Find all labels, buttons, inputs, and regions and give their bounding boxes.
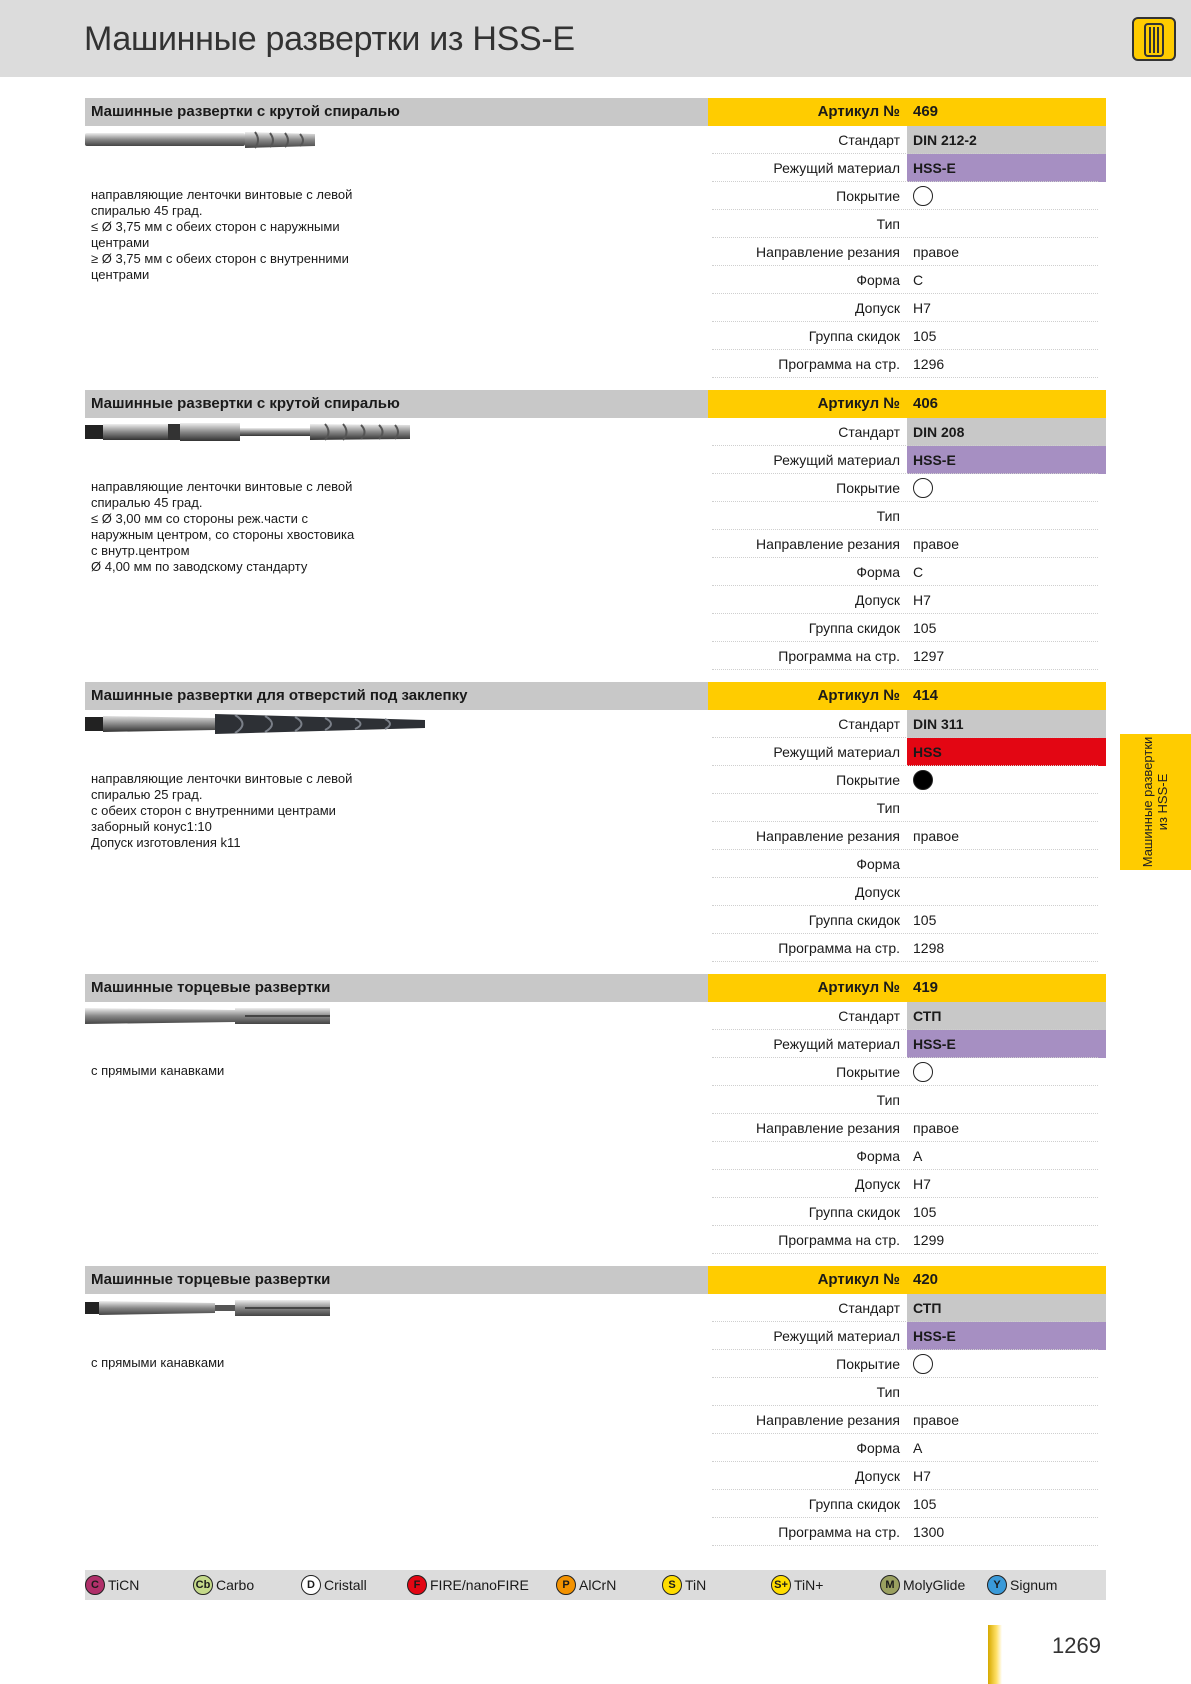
spec-value-type (907, 502, 1106, 530)
spec-label: Группа скидок (808, 620, 900, 636)
spec-value-coating (907, 766, 1106, 794)
description-line: направляющие ленточки винтовые с левой (91, 771, 353, 786)
article-number[interactable]: 469 (913, 103, 939, 120)
spec-row-form (708, 850, 1106, 878)
spec-row-direction (708, 822, 1106, 850)
spec-value-type (907, 1378, 1106, 1406)
legend-item (880, 1574, 965, 1596)
product-section (85, 390, 1106, 682)
section-title: Машинные торцевые развертки (85, 1266, 708, 1294)
spec-value-tolerance: H7 (913, 1468, 931, 1484)
product-description (91, 479, 391, 575)
description-line: ≤ Ø 3,75 мм с обеих сторон с наружными (91, 219, 340, 234)
spec-label: Форма (856, 564, 900, 580)
legend-label: TiN+ (794, 1577, 824, 1593)
spec-value-program: 1298 (913, 940, 945, 956)
spec-row-standard (708, 1002, 1106, 1030)
section-title: Машинные торцевые развертки (85, 974, 708, 1002)
legend-label: TiCN (108, 1577, 140, 1593)
spec-row-coating (708, 474, 1106, 502)
legend-item (85, 1574, 139, 1596)
article-header (708, 682, 1106, 710)
spec-value-material: HSS (907, 738, 1106, 766)
spec-label: Допуск (855, 884, 900, 900)
legend-label: Cristall (324, 1577, 367, 1593)
spec-value-form (907, 850, 1106, 878)
spec-value-material: HSS-E (907, 446, 1106, 474)
spec-label: Группа скидок (808, 1496, 900, 1512)
description-line: центрами (91, 235, 150, 250)
spec-value-direction: правое (913, 244, 960, 260)
spec-value-type (907, 794, 1106, 822)
coating-legend (85, 1570, 1106, 1600)
spec-value-tolerance: H7 (913, 1176, 931, 1192)
spec-value-form: A (913, 1440, 923, 1456)
spec-row-direction (708, 530, 1106, 558)
article-label: Артикул № (817, 1271, 900, 1288)
product-section (85, 682, 1106, 974)
spec-label: Покрытие (836, 772, 900, 788)
spec-label: Тип (876, 1092, 900, 1108)
spec-value-standard: DIN 311 (907, 710, 1106, 738)
legend-item (301, 1574, 367, 1596)
spec-value-material: HSS-E (907, 1030, 1106, 1058)
spec-value-material: HSS-E (907, 1322, 1106, 1350)
spec-row-discount (708, 614, 1106, 642)
spec-label: Стандарт (838, 132, 900, 148)
spec-value-discount: 105 (913, 1496, 937, 1512)
article-header (708, 974, 1106, 1002)
description-line: направляющие ленточки винтовые с левой (91, 479, 353, 494)
spec-label: Форма (856, 856, 900, 872)
product-section (85, 974, 1106, 1266)
description-line: спиралью 45 град. (91, 203, 203, 218)
article-label: Артикул № (817, 979, 900, 996)
legend-item (407, 1574, 529, 1596)
legend-label: Carbo (216, 1577, 255, 1593)
page-header (0, 0, 1191, 77)
spec-label: Допуск (855, 592, 900, 608)
spec-row-type (708, 502, 1106, 530)
spec-value-tolerance (907, 878, 1106, 906)
coating-circle-icon (913, 1062, 933, 1082)
spec-row-program (708, 1226, 1106, 1254)
spec-row-form (708, 266, 1106, 294)
tool-image (85, 1296, 330, 1325)
legend-label: TiN (685, 1577, 707, 1593)
spec-label: Направление резания (756, 828, 900, 844)
spec-value-coating (907, 1058, 1106, 1086)
spec-label: Покрытие (836, 1356, 900, 1372)
spec-row-material (708, 446, 1106, 474)
spec-label: Стандарт (838, 716, 900, 732)
spec-value-standard: DIN 208 (907, 418, 1106, 446)
coating-circle-icon (913, 770, 933, 790)
spec-row-program (708, 350, 1106, 378)
coating-badge-icon: Y (987, 1575, 1007, 1595)
spec-row-type (708, 794, 1106, 822)
spec-label: Форма (856, 1148, 900, 1164)
coating-badge-icon: C (85, 1575, 105, 1595)
spec-value-form: C (913, 564, 924, 580)
spec-row-discount (708, 1198, 1106, 1226)
spec-row-tolerance (708, 586, 1106, 614)
legend-label: FIRE/nanoFIRE (430, 1577, 529, 1593)
coating-circle-icon (913, 186, 933, 206)
description-line: ≥ Ø 3,75 мм с обеих сторон с внутренними (91, 251, 349, 266)
coating-circle-icon (913, 478, 933, 498)
spec-value-standard: СТП (907, 1002, 1106, 1030)
description-line: наружным центром, со стороны хвостовика (91, 527, 355, 542)
spec-label: Программа на стр. (778, 1232, 900, 1248)
spec-label: Стандарт (838, 1008, 900, 1024)
spec-label: Группа скидок (808, 328, 900, 344)
spec-row-program (708, 934, 1106, 962)
spec-value-direction: правое (913, 536, 960, 552)
spec-value-program: 1300 (913, 1524, 945, 1540)
description-line: с обеих сторон с внутренними центрами (91, 803, 336, 818)
spec-label: Режущий материал (773, 1036, 900, 1052)
spec-row-direction (708, 238, 1106, 266)
section-title: Машинные развертки с крутой спиралью (85, 390, 708, 418)
spec-label: Тип (876, 216, 900, 232)
spec-row-type (708, 1378, 1106, 1406)
coating-badge-icon: P (556, 1575, 576, 1595)
spec-row-direction (708, 1406, 1106, 1434)
article-label: Артикул № (817, 395, 900, 412)
spec-row-material (708, 154, 1106, 182)
spec-value-coating (907, 474, 1106, 502)
spec-row-tolerance (708, 294, 1106, 322)
spec-label: Допуск (855, 300, 900, 316)
spec-value-program: 1297 (913, 648, 945, 664)
legend-label: Signum (1010, 1577, 1058, 1593)
description-line: с прямыми канавками (91, 1063, 225, 1078)
spec-label: Тип (876, 800, 900, 816)
coating-badge-icon: M (880, 1575, 900, 1595)
spec-row-tolerance (708, 1462, 1106, 1490)
spec-value-program: 1296 (913, 356, 945, 372)
side-tab[interactable] (1120, 734, 1191, 870)
spec-value-material: HSS-E (907, 154, 1106, 182)
spec-row-type (708, 210, 1106, 238)
spec-row-form (708, 1142, 1106, 1170)
product-description (91, 187, 391, 283)
spec-row-discount (708, 322, 1106, 350)
description-line: ≤ Ø 3,00 мм со стороны реж.части с (91, 511, 308, 526)
page-title: Машинные развертки из HSS-E (84, 20, 575, 58)
spec-row-tolerance (708, 1170, 1106, 1198)
legend-item (193, 1574, 254, 1596)
spec-value-type (907, 1086, 1106, 1114)
spec-label: Покрытие (836, 480, 900, 496)
description-line: направляющие ленточки винтовые с левой (91, 187, 353, 202)
description-line: центрами (91, 267, 150, 282)
spec-value-coating (907, 1350, 1106, 1378)
spec-label: Направление резания (756, 1120, 900, 1136)
tool-image (85, 712, 425, 741)
coating-badge-icon: F (407, 1575, 427, 1595)
spec-row-form (708, 558, 1106, 586)
product-description (91, 1063, 391, 1079)
coating-badge-icon: S+ (771, 1575, 791, 1595)
article-label: Артикул № (817, 687, 900, 704)
spec-label: Направление резания (756, 536, 900, 552)
coating-circle-icon (913, 1354, 933, 1374)
spec-label: Группа скидок (808, 1204, 900, 1220)
article-number[interactable]: 414 (913, 687, 939, 704)
side-tab-label: Машинные развертки из HSS-E (1140, 736, 1170, 868)
spec-value-tolerance: H7 (913, 592, 931, 608)
article-header (708, 390, 1106, 418)
page-number: 1269 (1052, 1633, 1101, 1658)
spec-label: Форма (856, 1440, 900, 1456)
spec-value-type (907, 210, 1106, 238)
tool-image (85, 128, 315, 157)
spec-label: Направление резания (756, 1412, 900, 1428)
spec-row-type (708, 1086, 1106, 1114)
article-number[interactable]: 419 (913, 979, 939, 996)
article-label: Артикул № (817, 103, 900, 120)
spec-value-discount: 105 (913, 620, 937, 636)
spec-value-standard: СТП (907, 1294, 1106, 1322)
spec-row-tolerance (708, 878, 1106, 906)
spec-value-direction: правое (913, 1412, 960, 1428)
spec-value-discount: 105 (913, 1204, 937, 1220)
spec-label: Покрытие (836, 1064, 900, 1080)
tool-image (85, 420, 410, 449)
coating-badge-icon: S (662, 1575, 682, 1595)
spec-row-standard (708, 126, 1106, 154)
tool-image (85, 1004, 330, 1033)
spec-label: Программа на стр. (778, 356, 900, 372)
product-section (85, 98, 1106, 390)
spec-row-standard (708, 710, 1106, 738)
spec-value-discount: 105 (913, 328, 937, 344)
spec-row-material (708, 1030, 1106, 1058)
legend-label: MolyGlide (903, 1577, 966, 1593)
spec-label: Стандарт (838, 424, 900, 440)
spec-label: Тип (876, 1384, 900, 1400)
spec-row-coating (708, 182, 1106, 210)
spec-value-coating (907, 182, 1106, 210)
article-number[interactable]: 420 (913, 1271, 939, 1288)
spec-row-material (708, 1322, 1106, 1350)
spec-row-coating (708, 1350, 1106, 1378)
spec-value-tolerance: H7 (913, 300, 931, 316)
drill-logo-icon (1141, 23, 1167, 57)
spec-row-coating (708, 766, 1106, 794)
spec-row-discount (708, 1490, 1106, 1518)
spec-label: Режущий материал (773, 1328, 900, 1344)
product-description (91, 1355, 391, 1371)
description-line: с прямыми канавками (91, 1355, 225, 1370)
spec-label: Программа на стр. (778, 940, 900, 956)
spec-row-program (708, 1518, 1106, 1546)
coating-badge-icon: D (301, 1575, 321, 1595)
spec-row-material (708, 738, 1106, 766)
spec-value-standard: DIN 212-2 (907, 126, 1106, 154)
spec-value-program: 1299 (913, 1232, 945, 1248)
spec-value-discount: 105 (913, 912, 937, 928)
product-description (91, 771, 391, 851)
spec-label: Режущий материал (773, 160, 900, 176)
description-line: заборный конус1:10 (91, 819, 212, 834)
spec-row-program (708, 642, 1106, 670)
spec-value-direction: правое (913, 828, 960, 844)
spec-label: Режущий материал (773, 452, 900, 468)
legend-label: AlCrN (579, 1577, 617, 1593)
article-header (708, 98, 1106, 126)
section-title: Машинные развертки с крутой спиралью (85, 98, 708, 126)
spec-label: Программа на стр. (778, 1524, 900, 1540)
spec-label: Группа скидок (808, 912, 900, 928)
legend-item (771, 1574, 823, 1596)
spec-label: Режущий материал (773, 744, 900, 760)
spec-row-coating (708, 1058, 1106, 1086)
description-line: Допуск изготовления k11 (91, 835, 241, 850)
description-line: Ø 4,00 мм по заводскому стандарту (91, 559, 308, 574)
article-number[interactable]: 406 (913, 395, 939, 412)
spec-label: Допуск (855, 1176, 900, 1192)
legend-item (987, 1574, 1057, 1596)
spec-row-form (708, 1434, 1106, 1462)
spec-row-direction (708, 1114, 1106, 1142)
spec-label: Допуск (855, 1468, 900, 1484)
legend-item (662, 1574, 706, 1596)
description-line: спиралью 25 град. (91, 787, 203, 802)
spec-label: Программа на стр. (778, 648, 900, 664)
spec-value-direction: правое (913, 1120, 960, 1136)
section-title: Машинные развертки для отверстий под заклепку (85, 682, 708, 710)
spec-label: Тип (876, 508, 900, 524)
legend-item (556, 1574, 616, 1596)
description-line: спиралью 45 град. (91, 495, 203, 510)
spec-row-standard (708, 1294, 1106, 1322)
spec-label: Форма (856, 272, 900, 288)
spec-row-discount (708, 906, 1106, 934)
product-section (85, 1266, 1106, 1558)
spec-value-form: A (913, 1148, 923, 1164)
spec-row-standard (708, 418, 1106, 446)
coating-badge-icon: Cb (193, 1575, 213, 1595)
article-header (708, 1266, 1106, 1294)
spec-label: Направление резания (756, 244, 900, 260)
footer-accent (988, 1625, 1002, 1684)
description-line: с внутр.центром (91, 543, 190, 558)
spec-label: Покрытие (836, 188, 900, 204)
spec-label: Стандарт (838, 1300, 900, 1316)
brand-logo (1132, 17, 1176, 61)
spec-value-form: C (913, 272, 924, 288)
